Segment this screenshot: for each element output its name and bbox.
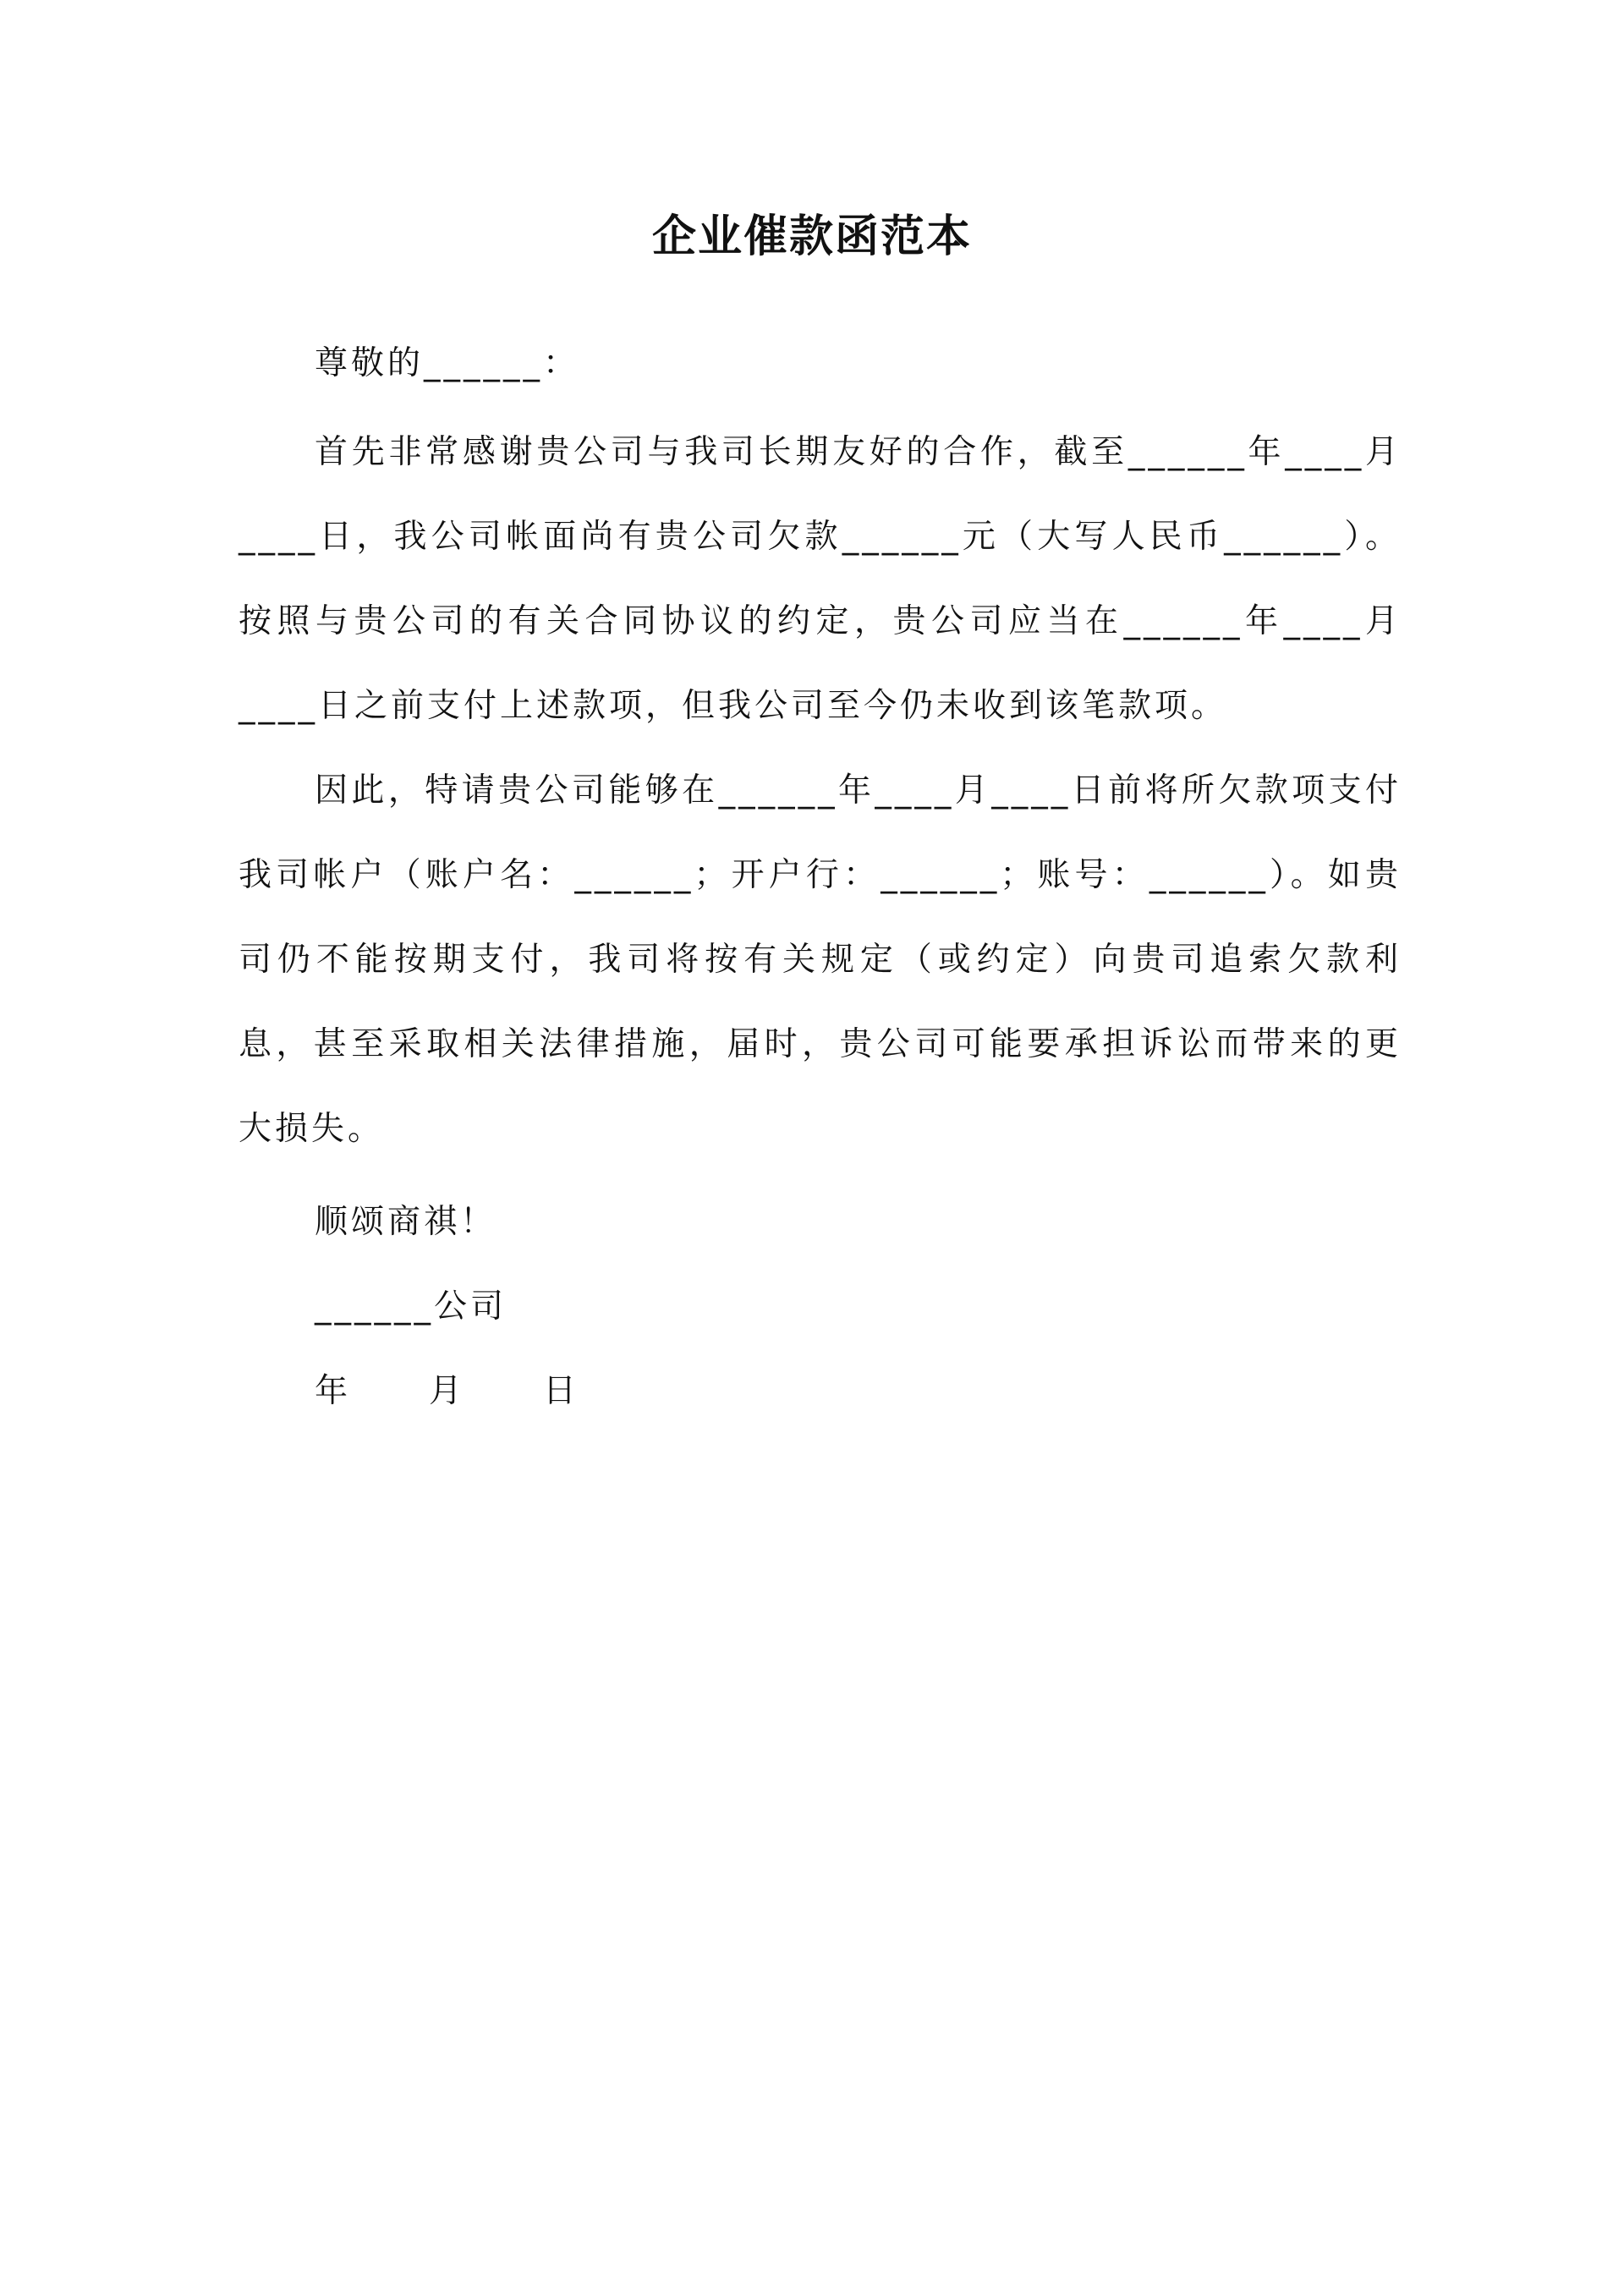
paragraph-2: 因此，特请贵公司能够在______年____月____日前将所欠款项支付我司帐户（账户名：______；开户行：______；账号：______）。如贵司仍不能按期支付，我司将按有关规定（或约定）向贵司追索欠款利息，甚至采取相关法律措施，届时，贵公司可能要承担诉讼而带来的更大损失。 <box>239 771 1402 1148</box>
date-month: 月 <box>429 1372 466 1410</box>
document-title: 企业催款函范本 <box>651 211 972 262</box>
closing-phrase: 顺颂商祺！ <box>315 1203 497 1241</box>
salutation: 尊敬的______： <box>315 344 580 382</box>
date-year: 年 <box>315 1372 352 1410</box>
paragraph-1: 首先非常感谢贵公司与我司长期友好的合作，截至______年____月____日，我公司帐面尚有贵公司欠款______元（大写人民币______）。按照与贵公司的有关合同协议的约定，贵公司应当在______年____月____日之前支付上述款项，但我公司至今仍未收到该笔款项。 <box>239 433 1402 725</box>
date-day: 日 <box>543 1372 580 1410</box>
signature-date <box>315 1349 579 1434</box>
letter-body <box>239 410 1402 1172</box>
signature-company: ______公司 <box>315 1288 508 1326</box>
